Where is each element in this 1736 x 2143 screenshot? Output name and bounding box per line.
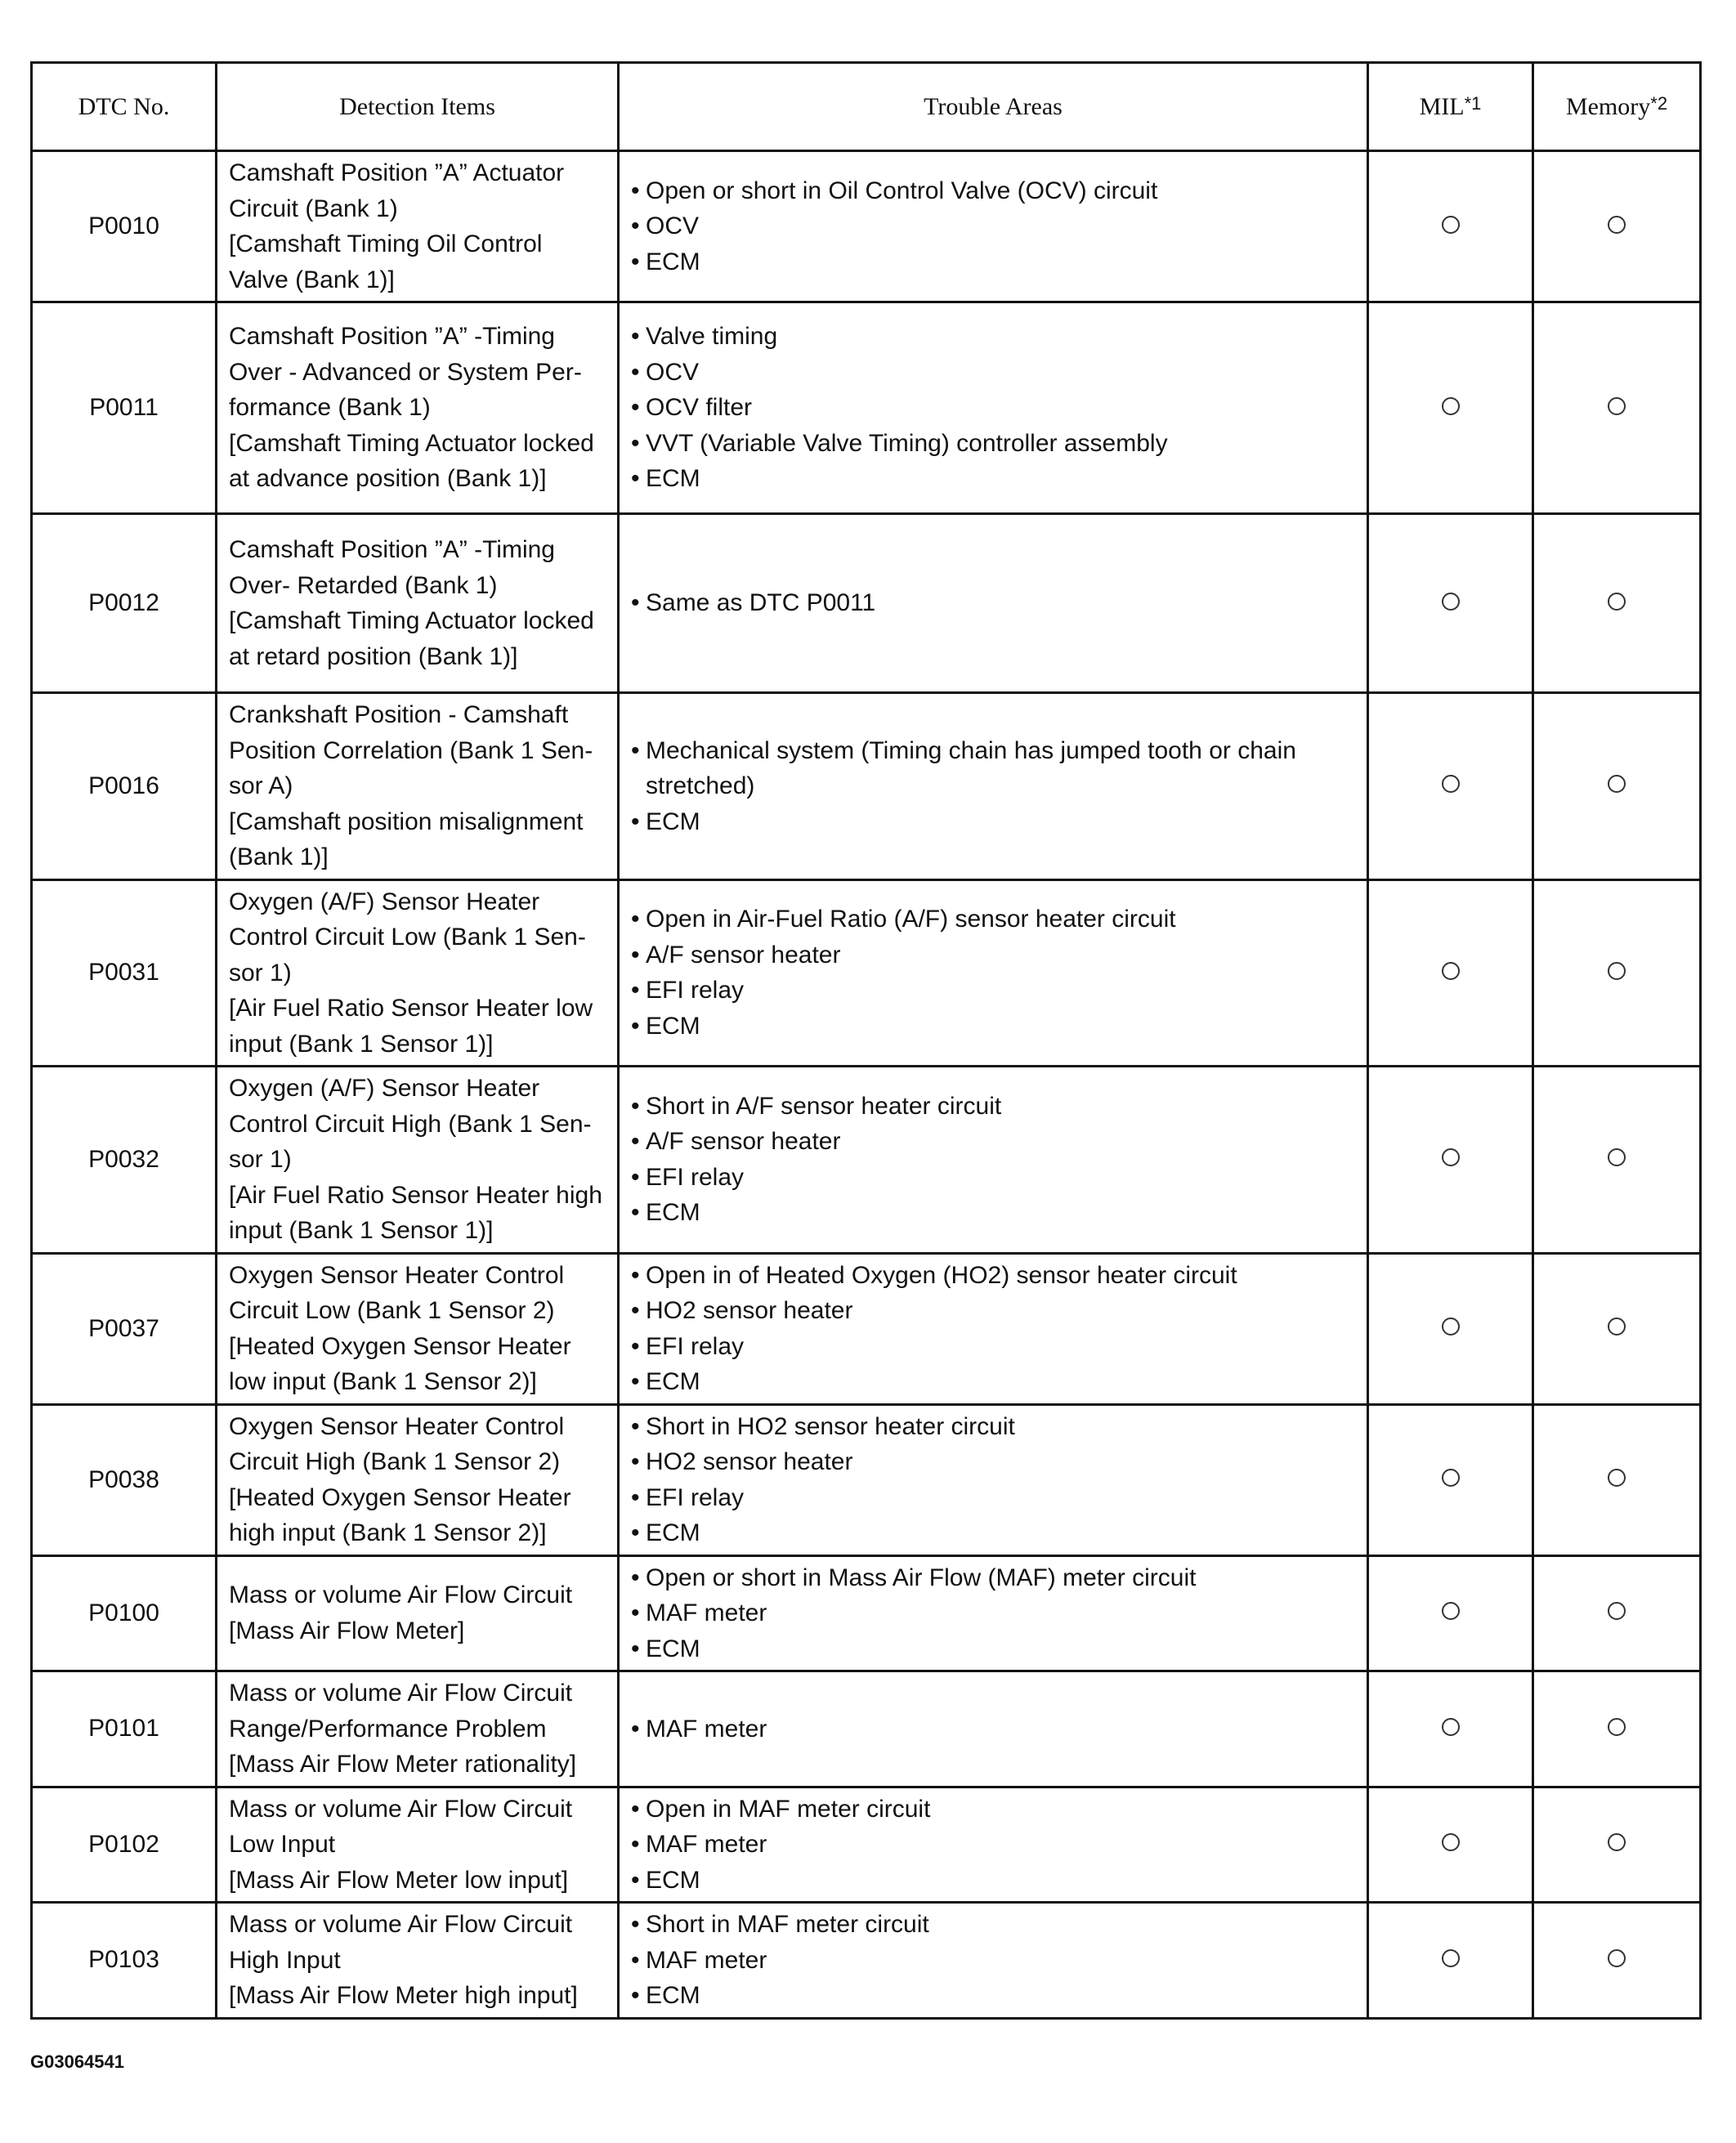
trouble-areas-list <box>631 733 1357 840</box>
mil-circle-icon <box>1442 775 1460 793</box>
trouble-areas-list <box>631 173 1357 280</box>
dtc-code-cell: P0032 <box>32 1067 217 1254</box>
table-row <box>32 1671 1701 1787</box>
memory-cell <box>1533 1671 1701 1787</box>
trouble-area-item: • EFI relay <box>631 1480 1357 1516</box>
mil-circle-icon <box>1442 1469 1460 1487</box>
memory-circle-icon <box>1608 1833 1626 1851</box>
trouble-areas-list <box>631 585 1357 621</box>
trouble-areas-cell <box>619 1555 1368 1671</box>
trouble-areas-list <box>631 1258 1357 1400</box>
memory-cell <box>1533 879 1701 1067</box>
detection-items-cell <box>217 1404 619 1555</box>
trouble-area-item: • ECM <box>631 1195 1357 1231</box>
mil-cell <box>1368 1903 1533 2019</box>
trouble-area-item: • ECM <box>631 461 1357 497</box>
memory-footnote-mark: *2 <box>1650 92 1668 114</box>
trouble-area-item: • MAF meter <box>631 1711 1357 1747</box>
memory-cell <box>1533 1555 1701 1671</box>
trouble-area-item: • OCV <box>631 355 1357 391</box>
mil-cell <box>1368 1671 1533 1787</box>
detection-items-cell <box>217 1555 619 1671</box>
mil-cell <box>1368 693 1533 880</box>
dtc-code-cell: P0038 <box>32 1404 217 1555</box>
trouble-areas-cell <box>619 1067 1368 1254</box>
trouble-area-item: • VVT (Variable Valve Timing) controller assembly <box>631 426 1357 462</box>
header-detection-items: Detection Items <box>217 63 619 151</box>
dtc-code-cell: P0101 <box>32 1671 217 1787</box>
trouble-areas-list <box>631 1089 1357 1231</box>
trouble-areas-cell <box>619 1404 1368 1555</box>
detection-items-cell <box>217 1903 619 2019</box>
mil-cell <box>1368 1555 1533 1671</box>
memory-circle-icon <box>1608 216 1626 234</box>
mil-circle-icon <box>1442 962 1460 980</box>
detection-item-text: Mass or volume Air Flow Circuit Range/Performance Problem <box>229 1680 573 1743</box>
table-row <box>32 514 1701 693</box>
trouble-area-item: • Short in MAF meter circuit <box>631 1907 1357 1943</box>
dtc-table-container <box>30 61 1699 2020</box>
mil-circle-icon <box>1442 1318 1460 1335</box>
trouble-area-item: • ECM <box>631 1631 1357 1667</box>
trouble-areas-cell <box>619 514 1368 693</box>
mil-footnote-mark: *1 <box>1464 92 1482 114</box>
dtc-code-cell: P0102 <box>32 1787 217 1903</box>
memory-cell <box>1533 1787 1701 1903</box>
memory-cell <box>1533 1253 1701 1404</box>
mil-cell <box>1368 1404 1533 1555</box>
memory-circle-icon <box>1608 1148 1626 1166</box>
mil-circle-icon <box>1442 397 1460 415</box>
header-dtc-no: DTC No. <box>32 63 217 151</box>
detection-item-text: Oxygen (A/F) Sensor Heater Control Circuit High (Bank 1 Sen-sor 1) <box>229 1075 592 1173</box>
mil-cell <box>1368 1067 1533 1254</box>
detection-items-cell <box>217 879 619 1067</box>
detection-item-text: [Mass Air Flow Meter low input] <box>229 1866 569 1894</box>
detection-item-text: [Camshaft Timing Actuator locked at retard position (Bank 1)] <box>229 607 594 670</box>
detection-item-text: Mass or volume Air Flow Circuit <box>229 1582 573 1609</box>
memory-circle-icon <box>1608 397 1626 415</box>
mil-circle-icon <box>1442 1718 1460 1736</box>
mil-circle-icon <box>1442 1602 1460 1620</box>
detection-item-text: [Air Fuel Ratio Sensor Heater low input (Bank 1 Sensor 1)] <box>229 995 593 1058</box>
mil-cell <box>1368 1253 1533 1404</box>
detection-item-text: [Mass Air Flow Meter high input] <box>229 1982 578 2009</box>
detection-item-text: [Heated Oxygen Sensor Heater low input (Bank 1 Sensor 2)] <box>229 1332 571 1395</box>
figure-id: G03064541 <box>30 2051 124 2072</box>
detection-item-text: [Mass Air Flow Meter] <box>229 1617 465 1644</box>
detection-items-cell <box>217 1787 619 1903</box>
table-row <box>32 1903 1701 2019</box>
trouble-area-item: • ECM <box>631 1515 1357 1551</box>
header-memory: Memory$^{*2}$ <box>1533 63 1701 151</box>
trouble-areas-cell <box>619 1671 1368 1787</box>
table-row <box>32 693 1701 880</box>
mil-circle-icon <box>1442 1949 1460 1967</box>
trouble-area-item: • OCV filter <box>631 390 1357 426</box>
memory-circle-icon <box>1608 1718 1626 1736</box>
memory-cell <box>1533 151 1701 302</box>
trouble-area-item: • EFI relay <box>631 1160 1357 1196</box>
detection-item-text: [Heated Oxygen Sensor Heater high input (Bank 1 Sensor 2)] <box>229 1483 571 1546</box>
mil-cell <box>1368 302 1533 514</box>
trouble-areas-list <box>631 1409 1357 1551</box>
trouble-area-item: • OCV <box>631 208 1357 244</box>
mil-circle-icon <box>1442 216 1460 234</box>
table-row <box>32 151 1701 302</box>
trouble-area-item: • ECM <box>631 1009 1357 1045</box>
detection-item-text: Mass or volume Air Flow Circuit High Input <box>229 1911 573 1974</box>
dtc-table <box>30 61 1702 2020</box>
table-row <box>32 1404 1701 1555</box>
mil-cell <box>1368 1787 1533 1903</box>
detection-items-cell <box>217 1671 619 1787</box>
detection-item-text: Mass or volume Air Flow Circuit Low Input <box>229 1795 573 1858</box>
dtc-code-cell: P0037 <box>32 1253 217 1404</box>
dtc-code-cell: P0100 <box>32 1555 217 1671</box>
detection-item-text: [Air Fuel Ratio Sensor Heater high input (Bank 1 Sensor 1)] <box>229 1181 602 1244</box>
dtc-code-cell: P0031 <box>32 879 217 1067</box>
trouble-area-item: • A/F sensor heater <box>631 937 1357 973</box>
trouble-area-item: • Open in MAF meter circuit <box>631 1792 1357 1828</box>
trouble-area-item: • Open in of Heated Oxygen (HO2) sensor heater circuit <box>631 1258 1357 1294</box>
trouble-area-item: • Mechanical system (Timing chain has jumped tooth or chain stretched) <box>631 733 1357 804</box>
trouble-area-item: • Open in Air-Fuel Ratio (A/F) sensor heater circuit <box>631 901 1357 937</box>
detection-item-text: Crankshaft Position - Camshaft Position Correlation (Bank 1 Sen-sor A) <box>229 701 593 799</box>
mil-cell <box>1368 879 1533 1067</box>
trouble-areas-list <box>631 1560 1357 1667</box>
detection-item-text: Oxygen Sensor Heater Control Circuit Low (Bank 1 Sensor 2) <box>229 1261 565 1324</box>
trouble-area-item: • ECM <box>631 244 1357 280</box>
table-row <box>32 1787 1701 1903</box>
trouble-areas-cell <box>619 1253 1368 1404</box>
memory-cell <box>1533 1903 1701 2019</box>
table-header-row <box>32 63 1701 151</box>
header-trouble-areas: Trouble Areas <box>619 63 1368 151</box>
table-row <box>32 1555 1701 1671</box>
table-body <box>32 151 1701 2019</box>
dtc-code-cell: P0016 <box>32 693 217 880</box>
trouble-areas-list <box>631 319 1357 497</box>
trouble-areas-cell <box>619 151 1368 302</box>
dtc-code-cell: P0103 <box>32 1903 217 2019</box>
detection-items-cell <box>217 151 619 302</box>
detection-items-cell <box>217 514 619 693</box>
trouble-areas-list <box>631 1907 1357 2014</box>
detection-items-cell <box>217 1067 619 1254</box>
mil-cell <box>1368 151 1533 302</box>
table-row <box>32 1253 1701 1404</box>
trouble-area-item: • EFI relay <box>631 973 1357 1009</box>
trouble-area-item: • MAF meter <box>631 1595 1357 1631</box>
trouble-area-item: • MAF meter <box>631 1943 1357 1979</box>
trouble-areas-list <box>631 1792 1357 1899</box>
dtc-code-cell: P0012 <box>32 514 217 693</box>
memory-cell <box>1533 514 1701 693</box>
memory-circle-icon <box>1608 962 1626 980</box>
trouble-area-item: • Open or short in Oil Control Valve (OCV) circuit <box>631 173 1357 209</box>
memory-circle-icon <box>1608 775 1626 793</box>
trouble-areas-cell <box>619 302 1368 514</box>
mil-cell <box>1368 514 1533 693</box>
detection-items-cell <box>217 302 619 514</box>
memory-cell <box>1533 302 1701 514</box>
memory-cell <box>1533 693 1701 880</box>
detection-item-text: Oxygen Sensor Heater Control Circuit High (Bank 1 Sensor 2) <box>229 1412 565 1475</box>
trouble-area-item: • ECM <box>631 1364 1357 1400</box>
trouble-area-item: • A/F sensor heater <box>631 1124 1357 1160</box>
table-row <box>32 1067 1701 1254</box>
trouble-areas-cell <box>619 1787 1368 1903</box>
trouble-areas-list <box>631 1711 1357 1747</box>
trouble-areas-cell <box>619 693 1368 880</box>
trouble-areas-cell <box>619 1903 1368 2019</box>
trouble-area-item: • ECM <box>631 1863 1357 1899</box>
memory-cell <box>1533 1404 1701 1555</box>
trouble-area-item: • HO2 sensor heater <box>631 1293 1357 1329</box>
detection-item-text: [Mass Air Flow Meter rationality] <box>229 1751 577 1778</box>
mil-circle-icon <box>1442 593 1460 611</box>
trouble-area-item: • EFI relay <box>631 1329 1357 1365</box>
trouble-area-item: • Short in HO2 sensor heater circuit <box>631 1409 1357 1445</box>
trouble-area-item: • HO2 sensor heater <box>631 1444 1357 1480</box>
detection-item-text: Camshaft Position ”A” -Timing Over- Retarded (Bank 1) <box>229 536 555 599</box>
trouble-areas-cell <box>619 879 1368 1067</box>
detection-items-cell <box>217 1253 619 1404</box>
table-row <box>32 879 1701 1067</box>
detection-item-text: [Camshaft position misalignment (Bank 1)] <box>229 808 584 870</box>
dtc-code-cell: P0011 <box>32 302 217 514</box>
detection-item-text: [Camshaft Timing Oil Control Valve (Bank 1)] <box>229 230 543 293</box>
detection-item-text: Camshaft Position ”A” -Timing Over - Advanced or System Per-formance (Bank 1) <box>229 323 582 422</box>
trouble-area-item: • Valve timing <box>631 319 1357 355</box>
trouble-areas-list <box>631 901 1357 1044</box>
trouble-area-item: • Same as DTC P0011 <box>631 585 1357 621</box>
header-mil: MIL$^{*1}$ <box>1368 63 1533 151</box>
memory-circle-icon <box>1608 1949 1626 1967</box>
memory-circle-icon <box>1608 1318 1626 1335</box>
mil-circle-icon <box>1442 1833 1460 1851</box>
trouble-area-item: • MAF meter <box>631 1827 1357 1863</box>
mil-circle-icon <box>1442 1148 1460 1166</box>
memory-circle-icon <box>1608 1469 1626 1487</box>
memory-cell <box>1533 1067 1701 1254</box>
detection-item-text: [Camshaft Timing Actuator locked at advance position (Bank 1)] <box>229 429 594 493</box>
trouble-area-item: • ECM <box>631 1978 1357 2014</box>
trouble-area-item: • Open or short in Mass Air Flow (MAF) meter circuit <box>631 1560 1357 1596</box>
trouble-area-item: • Short in A/F sensor heater circuit <box>631 1089 1357 1125</box>
table-row <box>32 302 1701 514</box>
detection-item-text: Camshaft Position ”A” Actuator Circuit (Bank 1) <box>229 159 565 222</box>
dtc-code-cell: P0010 <box>32 151 217 302</box>
memory-circle-icon <box>1608 593 1626 611</box>
detection-items-cell <box>217 693 619 880</box>
trouble-area-item: • ECM <box>631 804 1357 840</box>
detection-item-text: Oxygen (A/F) Sensor Heater Control Circuit Low (Bank 1 Sen-sor 1) <box>229 888 586 986</box>
memory-circle-icon <box>1608 1602 1626 1620</box>
